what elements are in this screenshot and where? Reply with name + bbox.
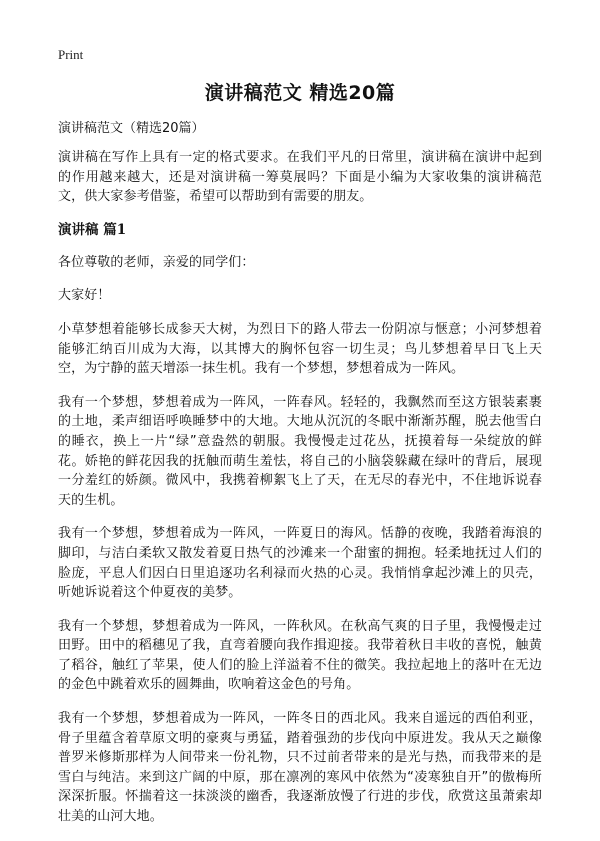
body-paragraph: 我有一个梦想，梦想着成为一阵风，一阵春风。轻轻的，我飘然而至这方银装素裹的土地，柔声细语呼唤睡梦中的大地。大地从沉沉的冬眠中渐渐苏醒，脱去他雪白的睡衣，换上一片“绿”意盎然的朝服。我慢慢走过花丛，抚摸着每一朵绽放的鲜花。娇艳的鲜花因我的抚触而萌生羞怯，将自己的小脑袋躲藏在绿叶的背后，展现一分羞红的娇颜。微风中，我携着柳絮飞上了天，在无尽的春光中，不住地诉说春天的生机。: [58, 394, 542, 508]
print-link[interactable]: Print: [58, 47, 84, 62]
salutation: 各位尊敬的老师，亲爱的同学们：: [58, 254, 255, 270]
body-paragraph: 我有一个梦想，梦想着成为一阵风，一阵秋风。在秋高气爽的日子里，我慢慢走过田野。田中的稻穗见了我，直弯着腰向我作揖迎接。我带着秋日丰收的喜悦，触黄了稻谷，触红了苹果，使人们的脸上洋溢着不住的微笑。我拉起地上的落叶在无边的金色中跳着欢乐的圆舞曲，吹响着这金色的号角。: [58, 618, 542, 693]
intro-paragraph: 演讲稿在写作上具有一定的格式要求。在我们平凡的日常里，演讲稿在演讲中起到的作用越来越大，还是对演讲稿一筹莫展吗？下面是小编为大家收集的演讲稿范文，供大家参考借鉴，希望可以帮助到有需要的朋友。: [58, 150, 542, 205]
document-body: [58, 121, 542, 841]
document-title: 演讲稿范文 精选20篇: [204, 82, 396, 104]
body-paragraph: 我有一个梦想，梦想着成为一阵风，一阵夏日的海风。恬静的夜晚，我踏着海浪的脚印，与洁白柔软又散发着夏日热气的沙滩来一个甜蜜的拥抱。轻柔地抚过人们的脸庞，平息人们因白日里追逐功名利禄而火热的心灵。我悄悄拿起沙滩上的贝壳，听她诉说着这个仲夏夜的美梦。: [58, 526, 542, 601]
body-paragraph: 小草梦想着能够长成参天大树，为烈日下的路人带去一份阴凉与惬意；小河梦想着能够汇纳百川成为大海，以其博大的胸怀包容一切生灵；鸟儿梦想着早日飞上天空，为宁静的蓝天增添一抹生机。我有一个梦想，梦想着成为一阵风。: [58, 321, 542, 377]
body-paragraph: 我有一个梦想，梦想着成为一阵风，一阵冬日的西北风。我来自遥远的西伯利亚，骨子里蕴含着草原文明的豪爽与勇猛，踏着强劲的步伐向中原进发。我从天之巅像普罗米修斯那样为人间带来一份礼物，只不过前者带来的是光与热，而我带来的是雪白与纯洁。来到这广阔的中原，那在凛冽的寒风中依然为“凌寒独自开”的傲梅所深深折服。怀揣着这一抹淡淡的幽香，我逐渐放慢了行进的步伐，欣赏这虽萧索却壮美的山河大地。: [58, 711, 542, 825]
document-subtitle: 演讲稿范文（精选20篇）: [58, 121, 205, 136]
section-heading: 演讲稿 篇1: [58, 221, 127, 238]
greeting: 大家好！: [58, 288, 111, 304]
